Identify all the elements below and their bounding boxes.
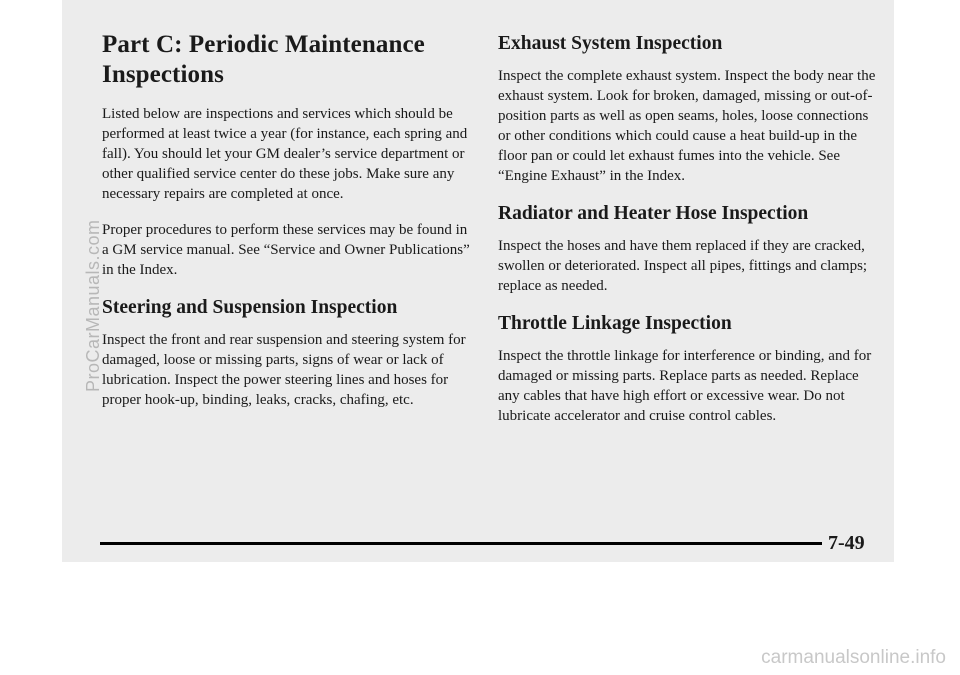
right-column xyxy=(498,30,878,442)
page-number: 7-49 xyxy=(828,532,865,554)
radiator-heading: Radiator and Heater Hose Inspection xyxy=(498,203,809,224)
radiator-body: Inspect the hoses and have them replaced if they are cracked, swollen or deteriorated. Inspect all pipes, fittings and clamps; replace as needed. xyxy=(498,238,868,294)
exhaust-body: Inspect the complete exhaust system. Inspect the body near the exhaust system. Look for broken, damaged, missing or out-of-position parts as well as open seams, holes, loose connections or other conditions which could cause a heat build-up in the floor pan or could let exhaust fumes into the vehicle. See “Engine Exhaust” in the Index. xyxy=(498,68,876,184)
throttle-body: Inspect the throttle linkage for interference or binding, and for damaged or missing parts. Replace parts as needed. Replace any cables that have high effort or excessive wear. Do not lubricate accelerator and cruise control cables. xyxy=(498,348,872,424)
intro-paragraph-2: Proper procedures to perform these services may be found in a GM service manual. See “Service and Owner Publications” in the Index. xyxy=(102,222,470,278)
watermark-text: ProCarManuals.com xyxy=(83,219,103,392)
intro-paragraph-1: Listed below are inspections and services which should be performed at least twice a year (for instance, each spring and fall). You should let your GM dealer’s service department or other qualified service center do these jobs. Make sure any necessary repairs are completed at once. xyxy=(102,106,468,202)
site-watermark[interactable]: carmanualsonline.info xyxy=(761,647,946,668)
steering-body: Inspect the front and rear suspension and steering system for damaged, loose or missing parts, signs of wear or lack of lubrication. Inspect the power steering lines and hoses for proper hook-up, binding, leaks, cracks, chafing, etc. xyxy=(102,332,466,408)
throttle-heading: Throttle Linkage Inspection xyxy=(498,313,732,334)
exhaust-heading: Exhaust System Inspection xyxy=(498,33,723,54)
steering-heading: Steering and Suspension Inspection xyxy=(102,297,398,318)
section-title: Part C: Periodic Maintenance Inspections xyxy=(102,31,425,88)
footer-rule xyxy=(100,542,822,545)
left-column xyxy=(102,30,477,426)
